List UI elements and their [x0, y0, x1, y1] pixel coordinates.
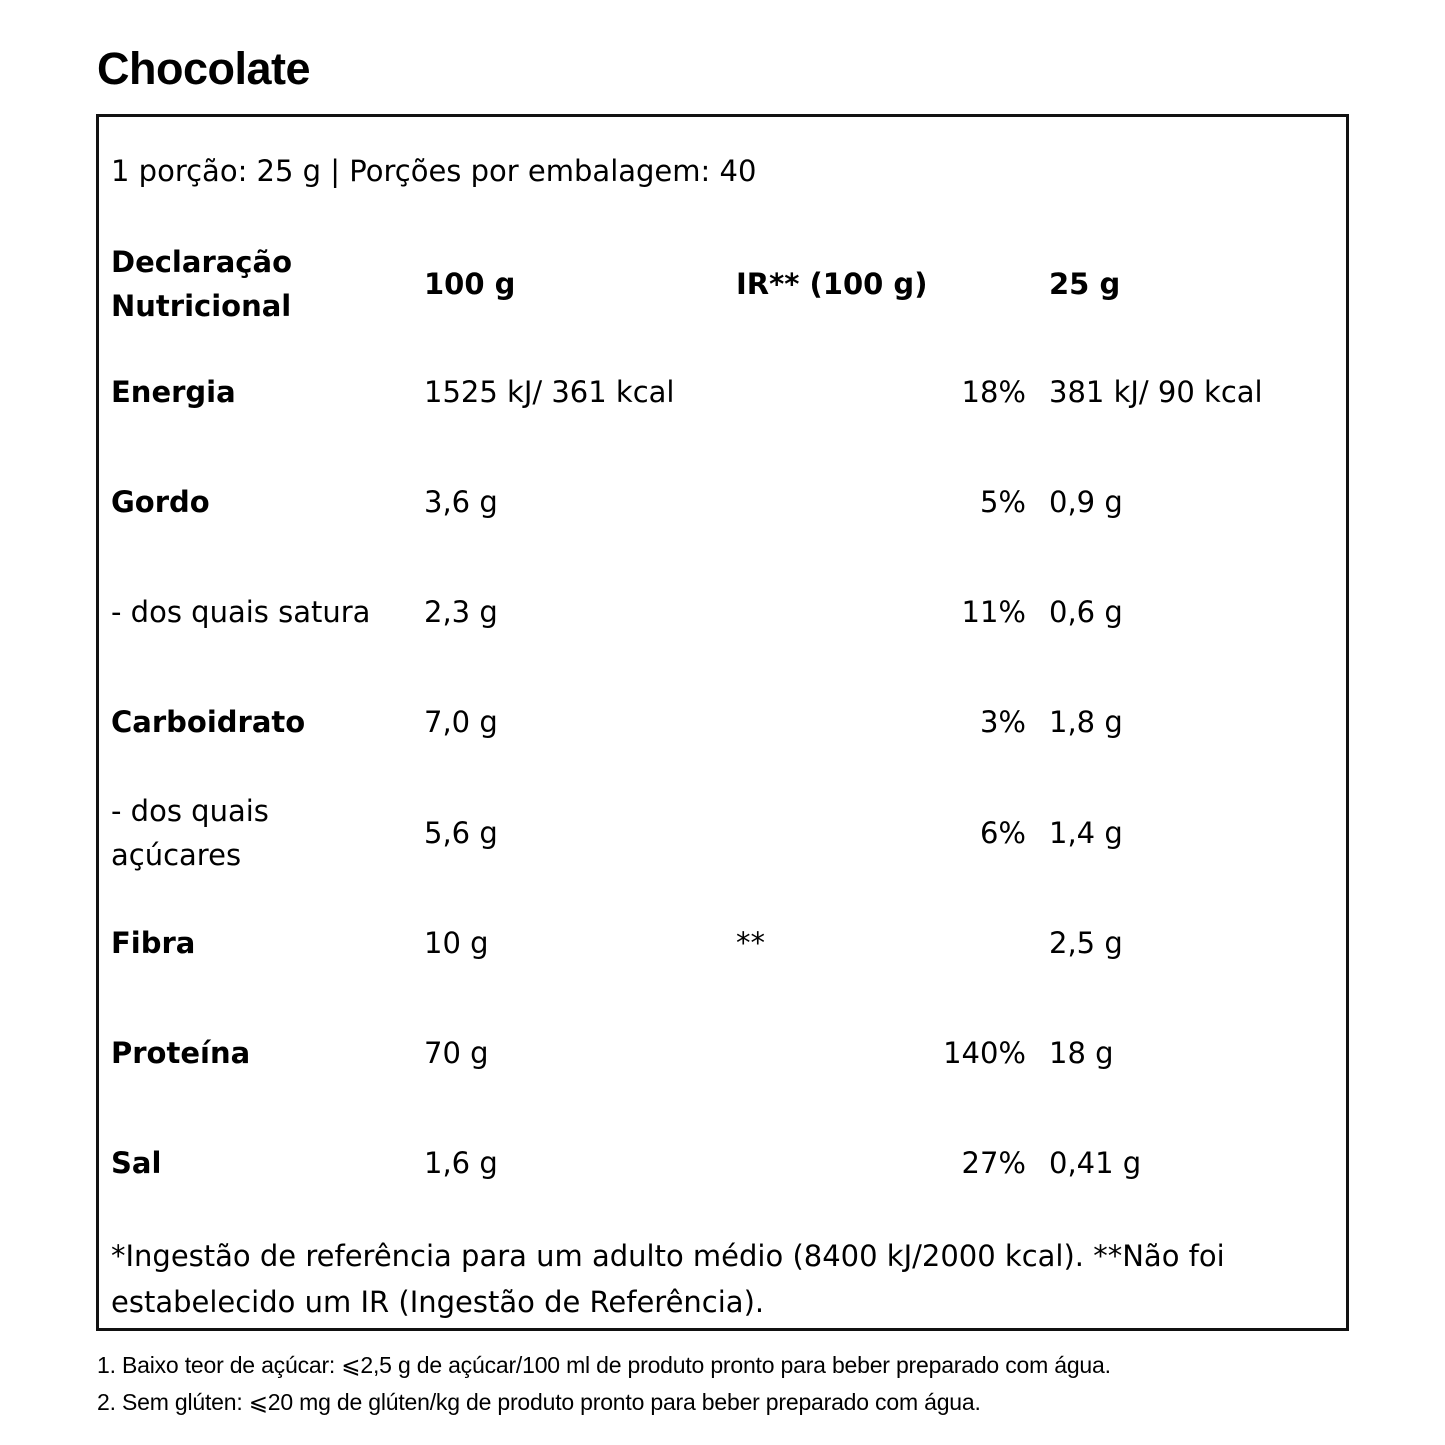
- row-ir: 140%: [943, 1036, 1026, 1070]
- row-per-100g: 2,3 g: [424, 595, 498, 629]
- row-ir-note: **: [736, 926, 765, 960]
- row-ir: 11%: [961, 595, 1026, 629]
- table-row: [99, 788, 1346, 878]
- table-row: [99, 370, 1346, 414]
- row-ir: 27%: [961, 1146, 1026, 1180]
- table-header-row: [99, 239, 1346, 329]
- row-ir: 18%: [961, 375, 1026, 409]
- row-name: Carboidrato: [111, 705, 306, 739]
- table-row: [99, 921, 1346, 965]
- reference-intake-note: *Ingestão de referência para um adulto médio (8400 kJ/2000 kcal). **Não foi estabelecido um IR (Ingestão de Referência).: [111, 1239, 1225, 1319]
- row-per-25g: 0,41 g: [1049, 1146, 1142, 1180]
- header-per-25g: 25 g: [1049, 267, 1121, 301]
- table-row: [99, 480, 1346, 524]
- row-name: Proteína: [111, 1036, 251, 1070]
- row-ir: 3%: [979, 705, 1026, 739]
- serving-info: 1 porção: 25 g | Porções por embalagem: 40: [111, 154, 757, 188]
- row-per-25g: 1,8 g: [1049, 705, 1123, 739]
- row-ir: 6%: [979, 816, 1026, 850]
- row-name: Gordo: [111, 485, 210, 519]
- row-per-25g: 0,9 g: [1049, 485, 1123, 519]
- row-name: Energia: [111, 375, 236, 409]
- page-title: Chocolate: [97, 43, 311, 94]
- row-per-100g: 1,6 g: [424, 1146, 498, 1180]
- header-per-100g: 100 g: [424, 267, 516, 301]
- header-ir-100g: IR** (100 g): [736, 267, 928, 301]
- row-name: Fibra: [111, 926, 196, 960]
- row-per-25g: 381 kJ/ 90 kcal: [1049, 375, 1263, 409]
- table-row: [99, 700, 1346, 744]
- footnotes: [97, 1347, 1111, 1421]
- row-per-100g: 70 g: [424, 1036, 489, 1070]
- row-per-100g: 10 g: [424, 926, 489, 960]
- table-row: [99, 1031, 1346, 1075]
- row-per-25g: 1,4 g: [1049, 816, 1123, 850]
- header-nutrition-declaration: Declaração Nutricional: [111, 245, 292, 323]
- row-name: Sal: [111, 1146, 162, 1180]
- row-per-25g: 2,5 g: [1049, 926, 1123, 960]
- row-per-25g: 0,6 g: [1049, 595, 1123, 629]
- footnote-low-sugar: 1. Baixo teor de açúcar: ⩽2,5 g de açúcar/100 ml de produto pronto para beber preparado com água.: [97, 1352, 1111, 1378]
- footnote-gluten-free: 2. Sem glúten: ⩽20 mg de glúten/kg de produto pronto para beber preparado com água.: [97, 1389, 981, 1415]
- table-row: [99, 1141, 1346, 1185]
- row-per-100g: 7,0 g: [424, 705, 498, 739]
- row-per-100g: 5,6 g: [424, 816, 498, 850]
- row-name: - dos quais açúcares: [111, 794, 269, 872]
- row-per-25g: 18 g: [1049, 1036, 1114, 1070]
- row-per-100g: 3,6 g: [424, 485, 498, 519]
- row-name: - dos quais satura: [111, 595, 371, 629]
- row-per-100g: 1525 kJ/ 361 kcal: [424, 375, 675, 409]
- nutrition-table-panel: [96, 114, 1349, 1331]
- row-ir: 5%: [979, 485, 1026, 519]
- table-row: [99, 590, 1346, 634]
